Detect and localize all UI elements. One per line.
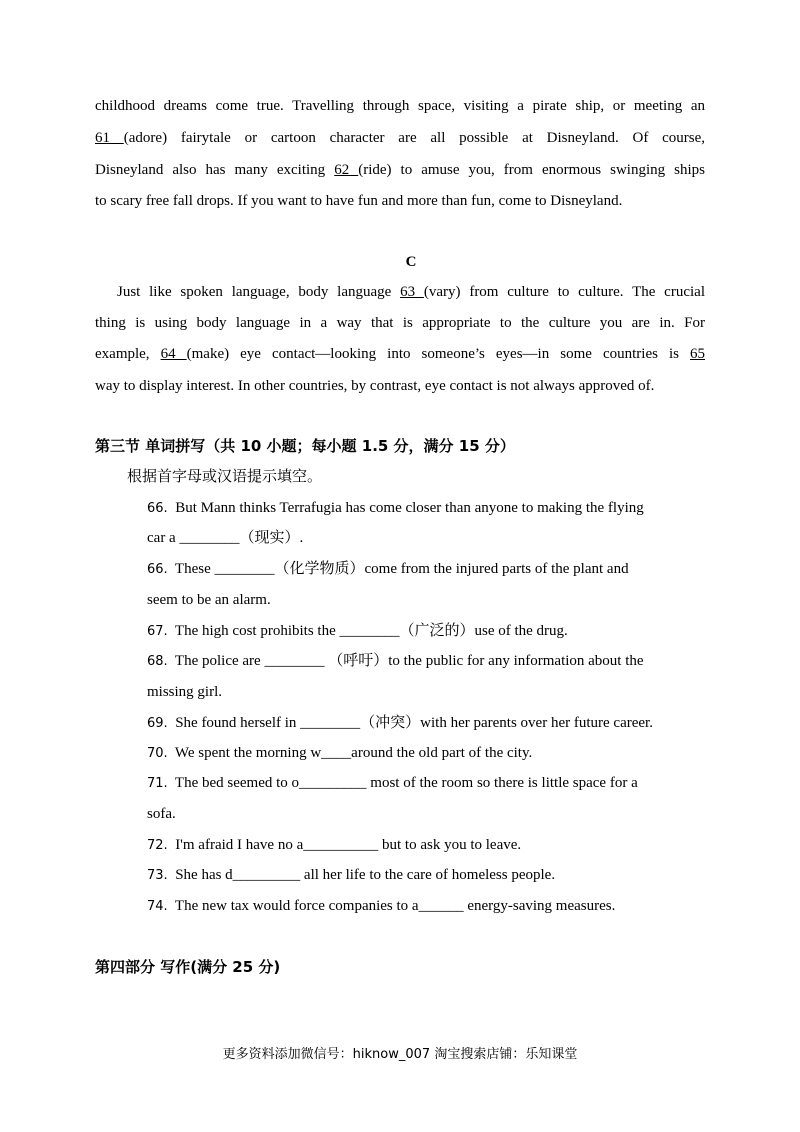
list-item [147,559,705,580]
passage-b-line-3-post: (ride) to amuse you, from enormous swinging ships [358,162,705,178]
item-text: The high cost prohibits the ________（广泛的）use of the drug. [174,623,568,639]
passage-c-line-3-pre: example, [95,346,161,362]
list-item [147,835,705,856]
passage-c-line-1-post: (vary) from culture to culture. The crucial [423,284,705,300]
list-item [147,621,705,642]
passage-b-line-3-pre: Disneyland also has many exciting [95,162,335,178]
passage-c-line-1 [117,282,705,302]
item-text: The new tax would force companies to a______ energy-saving measures. [174,898,616,914]
passage-b-line-3 [95,160,705,180]
blank-61: 61 [95,130,124,146]
passage-c-line-4: way to display interest. In other countries, by contrast, eye contact is not always approved of. [95,378,655,394]
blank-62: 62 [334,162,359,178]
passage-b-line-4: to scary free fall drops. If you want to have fun and more than fun, come to Disneyland. [95,193,623,209]
item-number: 67. [147,624,168,639]
blank-65: 65 [690,346,706,362]
list-item-continuation: sofa. [147,806,176,822]
passage-b-line-1: childhood dreams come true. Travelling through space, visiting a pirate ship, or meeting an [95,98,705,114]
item-text: We spent the morning w____around the old part of the city. [174,745,533,761]
item-number: 70. [147,746,168,761]
item-text: The bed seemed to o_________ most of the room so there is little space for a [174,775,638,791]
item-number: 69. [147,716,168,731]
item-text: She found herself in ________（冲突）with her parents over her future career. [175,715,653,731]
passage-c-title: C [405,254,417,270]
blank-64: 64 [160,346,187,362]
passage-c-line-1-pre: Just like spoken language, body language [117,284,401,300]
list-item [147,743,705,764]
list-item [147,713,705,734]
item-text: I'm afraid I have no a__________ but to ask you to leave. [175,837,522,853]
item-text: The police are ________ （呼吁）to the public for any information about the [174,653,644,669]
list-item [147,896,705,917]
list-item [147,498,705,519]
item-number: 74. [147,899,168,914]
section-3-instruction: 根据首字母或汉语提示填空。 [127,467,323,485]
passage-c-line-3-mid: (make) eye contact—looking into someone’s eyes—in some countries is [186,346,691,362]
section-4-heading: 第四部分 写作(满分 25 分) [95,958,281,976]
passage-b-line-2 [95,128,705,148]
list-item-continuation: car a ________（现实）. [147,530,304,546]
passage-c-line-3 [95,344,705,364]
item-number: 68. [147,654,168,669]
item-number: 66. [147,562,168,577]
item-text: She has d_________ all her life to the care of homeless people. [175,867,556,883]
item-number: 72. [147,838,168,853]
list-item [147,865,705,886]
list-item [147,651,705,672]
item-number: 66. [147,501,168,516]
list-item-continuation: seem to be an alarm. [147,592,271,608]
item-text: But Mann thinks Terrafugia has come closer than anyone to making the flying [175,500,644,516]
passage-c-line-2: thing is using body language in a way that is appropriate to the culture you are in. For [95,315,705,331]
list-item [147,773,705,794]
section-3-heading: 第三节 单词拼写（共 10 小题；每小题 1.5 分，满分 15 分） [95,437,515,455]
item-number: 73. [147,868,168,883]
item-text: These ________（化学物质）come from the injured parts of the plant and [174,561,629,577]
passage-b-line-2-text: (adore) fairytale or cartoon character are all possible at Disneyland. Of course, [123,130,706,146]
item-number: 71. [147,776,168,791]
blank-63: 63 [400,284,424,300]
list-item-continuation: missing girl. [147,684,223,700]
page-footer: 更多资料添加微信号：hiknow_007 淘宝搜索店铺：乐知课堂 [222,1047,578,1062]
